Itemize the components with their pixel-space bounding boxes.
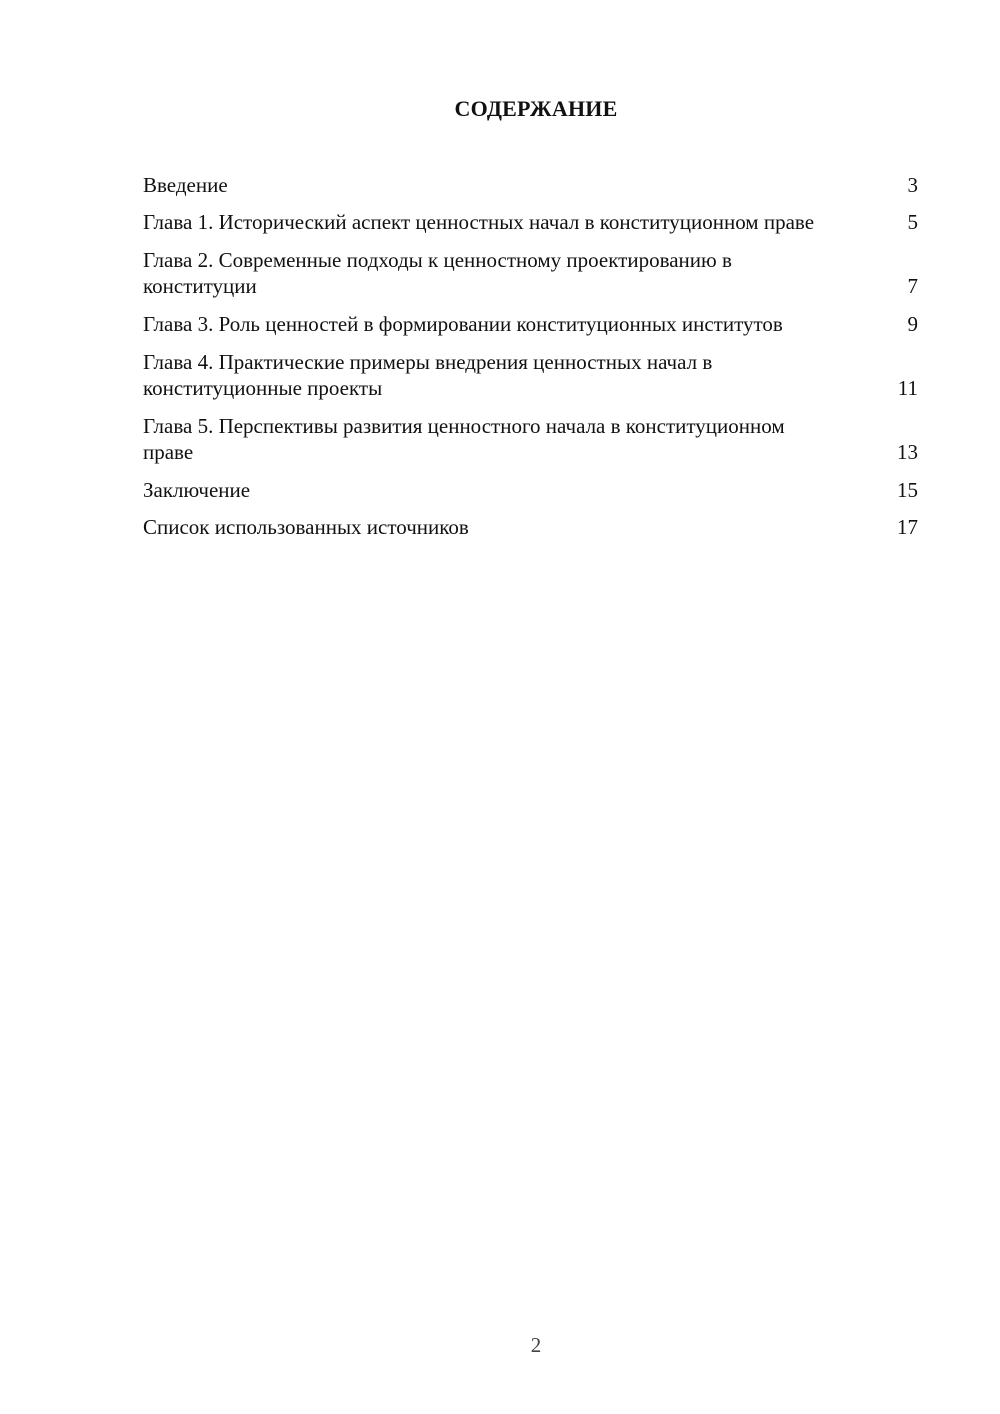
toc-entry-title: Глава 2. Современные подходы к ценностному проектированию в конституции — [143, 248, 732, 298]
toc-entry-conclusion — [143, 477, 918, 503]
toc-entry-page: 15 — [897, 478, 918, 502]
toc-entry-chapter-3 — [143, 311, 918, 337]
toc-entry-title: Глава 4. Практические примеры внедрения ценностных начал в конституционные проекты — [143, 350, 713, 400]
toc-entry-references — [143, 514, 918, 540]
toc-entry-page: 13 — [897, 440, 918, 464]
toc-entry-chapter-4 — [143, 349, 918, 401]
toc-entry-introduction — [143, 172, 918, 198]
toc-entry-title: Глава 3. Роль ценностей в формировании конституционных институтов — [143, 312, 783, 336]
toc-entry-chapter-1 — [143, 209, 918, 235]
toc-entry-title: Список использованных источников — [143, 515, 469, 539]
toc-entry-page: 11 — [897, 376, 918, 400]
toc-entry-chapter-2 — [143, 247, 918, 299]
toc-entry-title: Заключение — [143, 478, 251, 502]
toc-entry-chapter-5 — [143, 413, 918, 465]
toc-entry-title: Глава 5. Перспективы развития ценностного начала в конституционном праве — [143, 414, 785, 464]
toc-entry-page: 5 — [907, 210, 918, 234]
toc-entry-page: 17 — [897, 515, 918, 539]
table-of-contents — [143, 172, 918, 551]
toc-entry-page: 3 — [907, 173, 918, 197]
page-number: 2 — [530, 1333, 542, 1357]
toc-entry-page: 9 — [907, 312, 918, 336]
toc-heading: СОДЕРЖАНИЕ — [454, 96, 618, 121]
toc-entry-page: 7 — [907, 274, 918, 298]
toc-entry-title: Глава 1. Исторический аспект ценностных начал в конституционном праве — [143, 210, 815, 234]
toc-entry-title: Введение — [143, 173, 228, 197]
